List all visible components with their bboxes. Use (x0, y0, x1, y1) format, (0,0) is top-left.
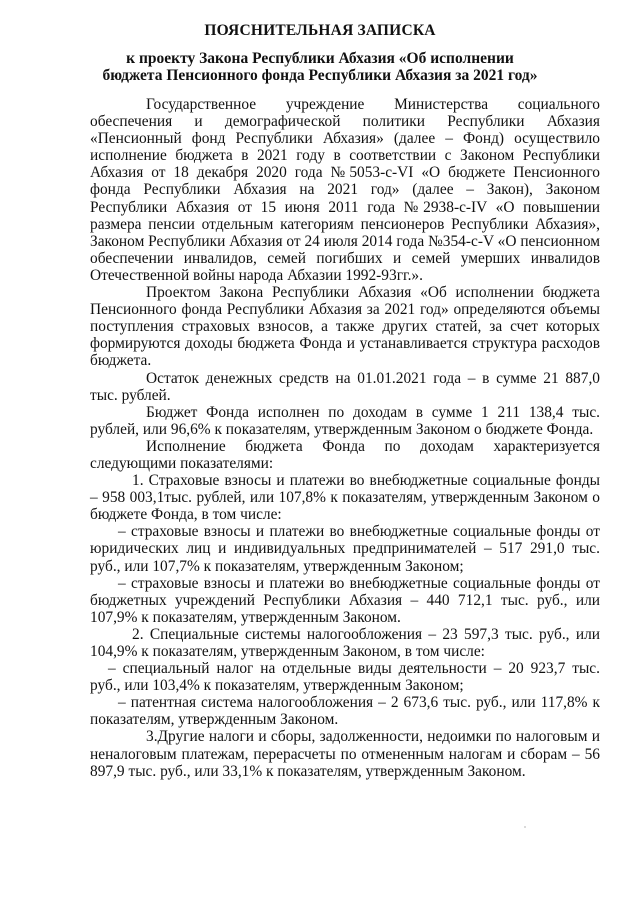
paragraph-income-indicators: Исполнение бюджета Фонда по доходам характеризуется следующими показателями: (90, 437, 600, 472)
paragraph-intro: Государственное учреждение Министерства социального обеспечения и демографической политики Республики Абхазия «Пенсионный фонд Республики Абхазия» (далее – Фонд) осуществило исполнение бюджета в 2021 году в соответствии с Законом Республики Абхазия от 18 декабря 2020 года №5053-с-VI «О бюджете Пенсионного фонда Республики Абхазия на 2021 год» (далее – Закон), Законом Республики Абхазия от 15 июня 2011 года №2938-с-IV «О повышении размера пенсии отдельным категориям пенсионеров Республики Абхазия», Законом Республики Абхазия от 24 июля 2014 года №354-с-V «О пенсионном обеспечении инвалидов, семей погибших и семей умерших инвалидов Отечественной войны народа Абхазии 1992-93гг.». (90, 96, 600, 284)
paragraph-item-1: 1. Страховые взносы и платежи во внебюджетные социальные фонды – 958 003,1тыс. рублей, или 107,8% к показателям, утвержденным Законом о бюджете Фонда, в том числе: (90, 472, 600, 524)
document-title: ПОЯСНИТЕЛЬНАЯ ЗАПИСКА (204, 22, 436, 39)
paragraph-item-1a: – страховые взносы и платежи во внебюджетные социальные фонды от юридических лиц и индивидуальных предпринимателей – 517 291,0 тыс. руб., или 107,7% к показателям, утвержденным Законом; (90, 523, 600, 575)
paragraph-item-1b: – страховые взносы и платежи во внебюджетные социальные фонды от бюджетных учреждений Республики Абхазия – 440 712,1 тыс. руб., или 107,9% к показателям, утвержденным Законом. (90, 574, 600, 626)
paragraph-budget-income: Бюджет Фонда исполнен по доходам в сумме 1 211 138,4 тыс. рублей, или 96,6% к показателям, утвержденным Законом о бюджете Фонда. (90, 403, 600, 438)
paragraph-draft-law: Проектом Закона Республики Абхазия «Об исполнении бюджета Пенсионного фонда Республики Абхазия за 2021 год» определяются объемы поступления страховых взносов, а также других статей, за счет которых формируются доходы бюджета Фонда и устанавливается структура расходов бюджета. (90, 284, 600, 370)
paragraph-item-2b: – патентная система налогообложения – 2 673,6 тыс. руб., или 117,8% к показателям, утвержденным Законом. (90, 694, 600, 729)
scan-speck (524, 826, 526, 828)
document-body (90, 96, 600, 780)
paragraph-item-2a: – специальный налог на отдельные виды деятельности – 20 923,7 тыс. руб., или 103,4% к показателям, утвержденным Законом; (90, 660, 600, 695)
paragraph-item-2: 2. Специальные системы налогообложения – 23 597,3 тыс. руб., или 104,9% к показателям, утвержденным Законом, в том числе: (90, 625, 600, 660)
paragraph-balance: Остаток денежных средств на 01.01.2021 года – в сумме 21 887,0 тыс. рублей. (90, 369, 600, 404)
document-subtitle: к проекту Закона Республики Абхазия «Об исполнении бюджета Пенсионного фонда Республики Абхазия за 2021 год» (102, 50, 538, 84)
paragraph-item-3: 3.Другие налоги и сборы, задолженности, недоимки по налоговым и неналоговым платежам, перерасчеты по отмененным налогам и сборам – 56 897,9 тыс. руб., или 33,1% к показателям, утвержденным Законом. (90, 728, 600, 780)
